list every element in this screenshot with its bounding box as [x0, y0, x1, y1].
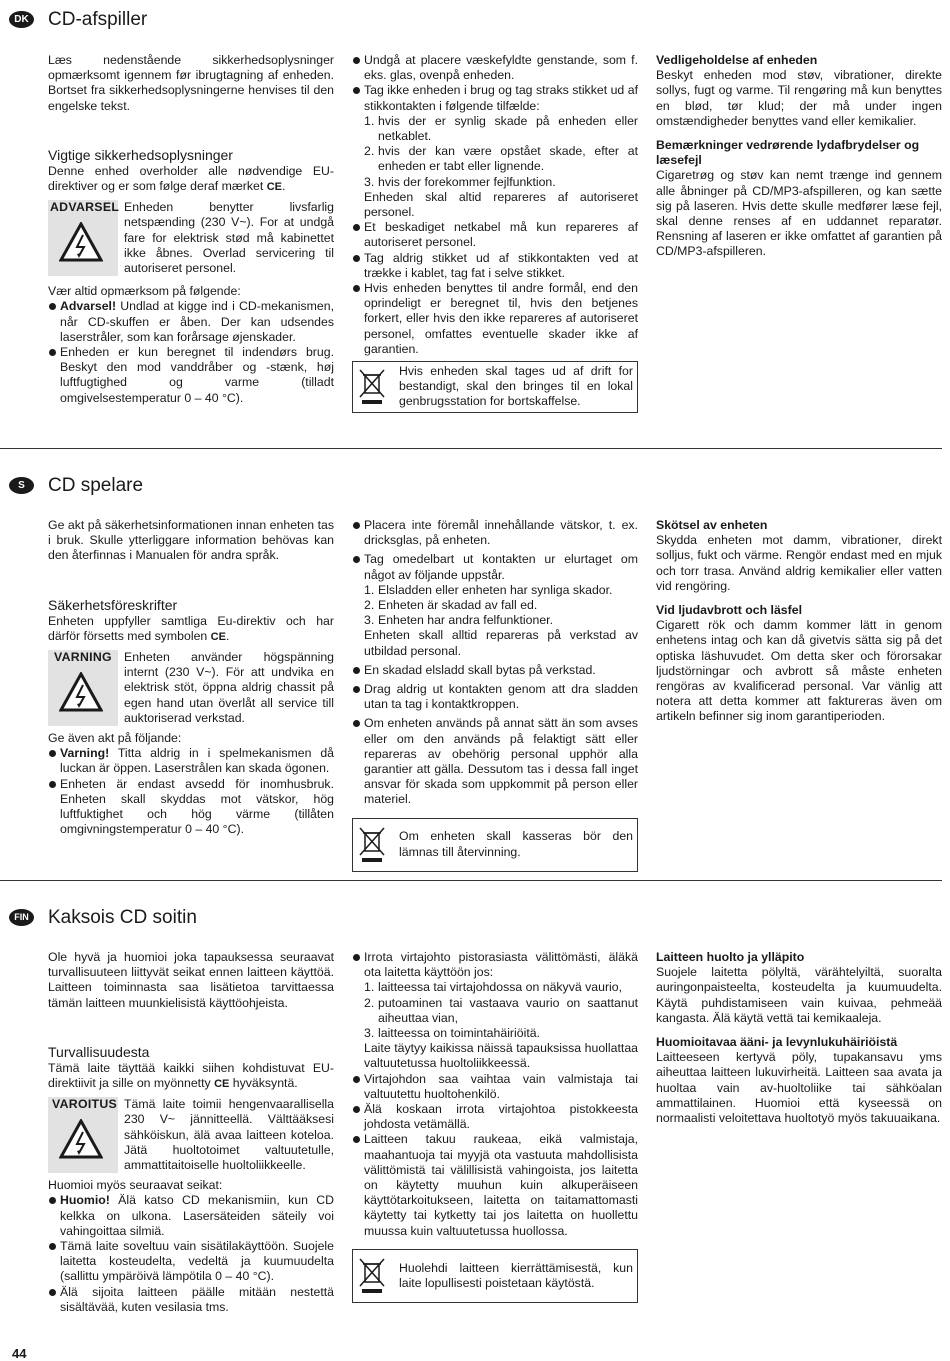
- list-item: Et beskadiget netkabel må kun repareres af autoriseret personel.: [352, 220, 638, 250]
- disposal-box: [352, 818, 638, 872]
- section-title: CD-afspiller: [48, 9, 148, 30]
- high-voltage-warning-icon: [59, 672, 103, 712]
- column-3: [656, 950, 942, 1126]
- section-divider: [0, 448, 942, 449]
- care-text: Beskyt enheden mod støv, vibrationer, direkte sollys, fugt og varme. Til rengøring må kun benyttes en blød, tør klud; der må under ingen omstændigheder benyttes vand eller kemikalier.: [656, 68, 942, 128]
- list-item: Om enheten används på annat sätt än som avses eller om den används på felaktigt sätt eller repareras av obehörig personal upphör alla garantier att gälla. Dessutom tas i dessa fall inget ansvar för skada som uppkommit på person eller materiel.: [352, 716, 638, 807]
- bullet-list: [352, 518, 638, 808]
- care-text: Suojele laitetta pölyltä, värähtelyiltä, suoralta auringonpaisteelta, kosteudelta ja kuumuudelta. Käytä puhdistamiseen vain kuivaa, pehmeää kangasta. Älä käytä vettä tai kemikaaleja.: [656, 965, 942, 1025]
- ce-mark: CE: [266, 181, 282, 194]
- list-item: Tag omedelbart ut kontakten ur elurtaget om något av följande uppstår. 1. Elsladden eller enheten har synliga skador. 2. Enheten är skadad av fall ed. 3. Enheten har andra felfunktioner. Enheten skall alltid repareras på verkstad av utbildad personal.: [352, 552, 638, 658]
- list-item: Advarsel! Undlad at kigge ind i CD-mekanismen, når CD-skuffen er åben. Der kan udsendes laserstråler, som kan forårsage øjenskader.: [48, 299, 334, 345]
- bullet-list: [352, 950, 638, 1239]
- ce-mark: CE: [210, 630, 226, 643]
- ce-mark: CE: [214, 1078, 230, 1091]
- list-item: Irrota virtajohto pistorasiasta välittömästi, äläkä ota laitetta käyttöön jos: 1. laitteessa tai virtajohdossa on näkyvä vaurio, 2. putoaminen tai vastaava vaurio on saattanut aiheuttaa vian, 3. laitteessa on toimintahäiriöitä. Laite täytyy kaikissa näissä tapauksissa huollattaa valtuutetussa huoltoliikkeessä.: [352, 950, 638, 1072]
- column-1: [48, 53, 334, 406]
- column-1: [48, 518, 334, 837]
- care-heading: Laitteen huolto ja ylläpito: [656, 950, 805, 964]
- note-lead: Vær altid opmærksom på følgende:: [48, 284, 241, 299]
- care-heading: Vedligeholdelse af enheden: [656, 53, 818, 67]
- warning-text: Enheden benytter livsfarlig netspænding (230 V~). For at undgå fare for elektrisk stød må kabinettet ikke åbnes. Overlad servicering til autoriseret personel.: [124, 200, 334, 276]
- bullet-list: [48, 1193, 334, 1315]
- numbered-list: [364, 583, 638, 629]
- note-lead: Huomioi myös seuraavat seikat:: [48, 1178, 223, 1193]
- bullet-list: [48, 299, 334, 405]
- list-item: 1. hvis der er synlig skade på enheden eller netkablet.: [364, 113, 638, 144]
- list-item: 1. laitteessa tai virtajohdossa on näkyvä vaurio,: [364, 980, 623, 995]
- language-badge: DK: [9, 11, 34, 28]
- crossed-bin-icon: [357, 825, 387, 865]
- disposal-text: Om enheten skall kasseras bör den lämnas till återvinning.: [399, 829, 633, 859]
- column-3: [656, 53, 942, 260]
- warning-box: [48, 1097, 334, 1173]
- list-item: 3. Enheten har andra felfunktioner.: [364, 613, 554, 628]
- laser-text: Cigarett rök och damm kommer lätt in genom enhetens intag och kan då givetvis sätta sig på det optiska läshuvudet. Om detta sker och förorsakar ljudstörningar och avbrott så måste enheten rengöras av kvalificerad personal. Var vänlig att notera att detta kommer att faktureras även om artikeln befinner sig inom garantiperioden.: [656, 618, 942, 724]
- care-text: Skydda enheten mot damm, vibrationer, direkt solljus, fukt och värme. Rengör endast med en mjuk och torr trasa. Använd aldrig kemikalier eller vatten vid rengöring.: [656, 533, 942, 593]
- safety-text: Tämä laite täyttää kaikki siihen kohdistuvat EU-direktiivit ja sille on myönnetty CE hyväksyntä.: [48, 1060, 334, 1091]
- language-badge: S: [9, 477, 34, 494]
- list-item: Tag aldrig stikket ud af stikkontakten ved at trække i kablet, tag fat i selve stikket.: [352, 251, 638, 281]
- section-divider: [0, 880, 942, 881]
- intro-text: Læs nedenstående sikkerhedsoplysninger opmærksomt igennem før ibrugtagning af enheden. Bortset fra sikkerhedsoplysningerne henvises til den engelske tekst.: [48, 53, 334, 113]
- care-heading: Skötsel av enheten: [656, 518, 768, 532]
- list-item: Huomio! Älä katso CD mekanismiin, kun CD kelkka on ulkona. Lasersäteiden säteily voi vahingoittaa silmiä.: [48, 1193, 334, 1239]
- list-item: Laitteen takuu raukeaa, eikä valmistaja, maahantuoja tai myyjä ota vastuuta mahdollisista välittömistä tai välillisistä vahingoista, jos laitetta on käytetty muuhun kuin alkuperäiseen käyttötarkoitukseen, laitetta on taitamattomasti käytetty tai kytketty tai jos laitetta on huollettu muussa kuin valtuutetussa huollossa.: [352, 1132, 638, 1238]
- safety-heading: Vigtige sikkerhedsoplysninger: [48, 146, 233, 163]
- list-item: Älä sijoita laitteen päälle mitään nestettä sisältävää, kuten vesilasia tms.: [48, 1285, 334, 1315]
- disposal-box: [352, 361, 638, 413]
- warning-label: VAROITUS: [52, 1097, 118, 1112]
- safety-heading: Turvallisuudesta: [48, 1043, 150, 1060]
- warning-box: [48, 200, 334, 276]
- list-item: Undgå at placere væskefyldte genstande, som f. eks. glas, ovenpå enheden.: [352, 53, 638, 83]
- page-number: 44: [12, 1346, 27, 1361]
- laser-text: Laitteeseen kertyvä pöly, tupakansavu yms aiheuttaa laitteen lukuvirheitä. Laitteen saa avata ja huoltaa vain av-huoltoliike tai sähköalan ammattilainen. Huomioi että kyseessä on normaalisti veloitettava huoltotyö myös takuuaikana.: [656, 1050, 942, 1126]
- note-lead: Ge även akt på följande:: [48, 731, 182, 746]
- list-item: 2. Enheten är skadad av fall ed.: [364, 598, 538, 613]
- list-item: Drag aldrig ut kontakten genom att dra sladden utan ta tag i kontaktkroppen.: [352, 682, 638, 712]
- laser-heading: Bemærkninger vedrørende lydafbrydelser og læsefejl: [656, 138, 920, 168]
- list-item: 1. Elsladden eller enheten har synliga skador.: [364, 582, 613, 597]
- disposal-text: Hvis enheden skal tages ud af drift for bestandigt, skal den bringes til en lokal genbrugsstation for bortskaffelse.: [399, 364, 633, 409]
- list-item: Tämä laite soveltuu vain sisätilakäyttöön. Suojele laitetta kosteudelta, vedeltä ja kuumuudelta (sallittu ympäröivä lämpötila 0 – 40 °C).: [48, 1239, 334, 1285]
- warning-text: Tämä laite toimii hengenvaarallisella 230 V~ jännitteellä. Välttääksesi sähköiskun, älä avaa laitteen koteloa. Jätä huoltotoimet valtuutetulle, ammattitaitoiselle huoltoliikkeelle.: [124, 1097, 334, 1173]
- safety-text: Enheten uppfyller samtliga Eu-direktiv och har därför försetts med symbolen CE.: [48, 613, 334, 643]
- column-3: [656, 518, 942, 725]
- warning-label: ADVARSEL: [50, 200, 120, 215]
- bullet-list: [48, 746, 334, 837]
- list-item: 2. putoaminen tai vastaava vaurio on saattanut aiheuttaa vian,: [364, 995, 638, 1025]
- list-item: Tag ikke enheden i brug og tag straks stikket ud af stikkontakten i følgende tilfælde: 1. hvis der er synlig skade på enheden eller netkablet. 2. hvis der kan være opstået skade, efter at enheden er tabt eller lignende. 3. hvis der forekommer fejlfunktion. Enheden skal altid repareres af autoriseret personel.: [352, 83, 638, 220]
- column-2: [352, 53, 638, 413]
- list-item: Älä koskaan irrota virtajohtoa pistokkeesta johdosta vetämällä.: [352, 1102, 638, 1132]
- disposal-text: Huolehdi laitteen kierrättämisestä, kun laite lopullisesti poistetaan käytöstä.: [399, 1260, 633, 1290]
- laser-text: Cigaretrøg og støv kan nemt trænge ind gennem alle åbninger på CD/MP3-afspilleren, og kan sætte sig på laseren. Hvis dette skulle medfører læse fejl, skal denne renses af en uddannet reparatør. Rensning af laseren er ikke omfattet af garantien på CD/MP3-afspilleren.: [656, 168, 942, 259]
- intro-text: Ole hyvä ja huomioi joka tapauksessa seuraavat turvallisuuteen liittyvät seikat ennen laitteen käyttöä. Laitteen toiminnasta saa lisätietoa tarvittaessa tämän laitteen muunkielisistä käyttöohjeista.: [48, 950, 334, 1010]
- column-2: [352, 950, 638, 1303]
- list-item: Virtajohdon saa vaihtaa vain valmistaja tai valtuutettu huoltohenkilö.: [352, 1072, 638, 1102]
- list-item: Varning! Titta aldrig in i spelmekanismen då luckan är öppen. Laserstrålen kan skada ögonen.: [48, 746, 334, 776]
- warning-text: Enheten använder högspänning internt (230 V~). För att undvika en elektrisk stöt, öppna aldrig chassit på egen hand utan överlåt all service till auktoriserad verkstad.: [124, 650, 334, 725]
- list-item: 3. laitteessa on toimintahäiriöitä.: [364, 1026, 540, 1041]
- crossed-bin-icon: [357, 1256, 387, 1296]
- warning-label: VARNING: [54, 650, 112, 665]
- column-2: [352, 518, 638, 872]
- safety-text: Denne enhed overholder alle nødvendige EU-direktiver og er som følge deraf mærket CE.: [48, 163, 334, 194]
- numbered-list: [364, 114, 638, 190]
- list-item: Hvis enheden benyttes til andre formål, end den oprindeligt er beregnet til, hvis den betjenes forkert, eller hvis den ikke repareres af autoriseret personel, omfattes eventuelle skader ikke af garantien.: [352, 281, 638, 357]
- high-voltage-warning-icon: [59, 222, 103, 262]
- laser-heading: Huomioitavaa ääni- ja levynlukuhäiriöistä: [656, 1035, 898, 1050]
- crossed-bin-icon: [357, 367, 387, 407]
- laser-heading: Vid ljudavbrott och läsfel: [656, 603, 802, 618]
- disposal-box: [352, 1249, 638, 1303]
- language-badge: FIN: [9, 909, 34, 926]
- list-item: En skadad elsladd skall bytas på verkstad.: [352, 663, 638, 678]
- high-voltage-warning-icon: [59, 1119, 103, 1159]
- list-item: Enheden er kun beregnet til indendørs brug. Beskyt den mod vanddråber og -stænk, høj luftfugtighed og varme (tilladt omgivelsestemperatur 0 – 40 °C).: [48, 345, 334, 406]
- bullet-list: [352, 53, 638, 357]
- section-title: Kaksois CD soitin: [48, 907, 197, 928]
- column-1: [48, 950, 334, 1315]
- numbered-list: [364, 980, 638, 1041]
- list-item: Enheten är endast avsedd för inomhusbruk. Enheten skall skyddas mot vätskor, hög luftfuktighet och hög värme (tillåten omgivningstemperatur 0 – 40 °C).: [48, 777, 334, 838]
- list-item: 3. hvis der forekommer fejlfunktion.: [364, 174, 556, 189]
- safety-heading: Säkerhetsföreskrifter: [48, 596, 178, 613]
- list-item: 2. hvis der kan være opstået skade, efter at enheden er tabt eller lignende.: [364, 144, 638, 174]
- list-item: Placera inte föremål innehållande vätskor, t. ex. dricksglas, på enheten.: [352, 518, 638, 548]
- intro-text: Ge akt på säkerhetsinformationen innan enheten tas i bruk. Skulle ytterliggare information behövas kan den återfinnas i Manualen för andra språk.: [48, 518, 334, 563]
- section-title: CD spelare: [48, 475, 144, 496]
- warning-box: [48, 650, 334, 726]
